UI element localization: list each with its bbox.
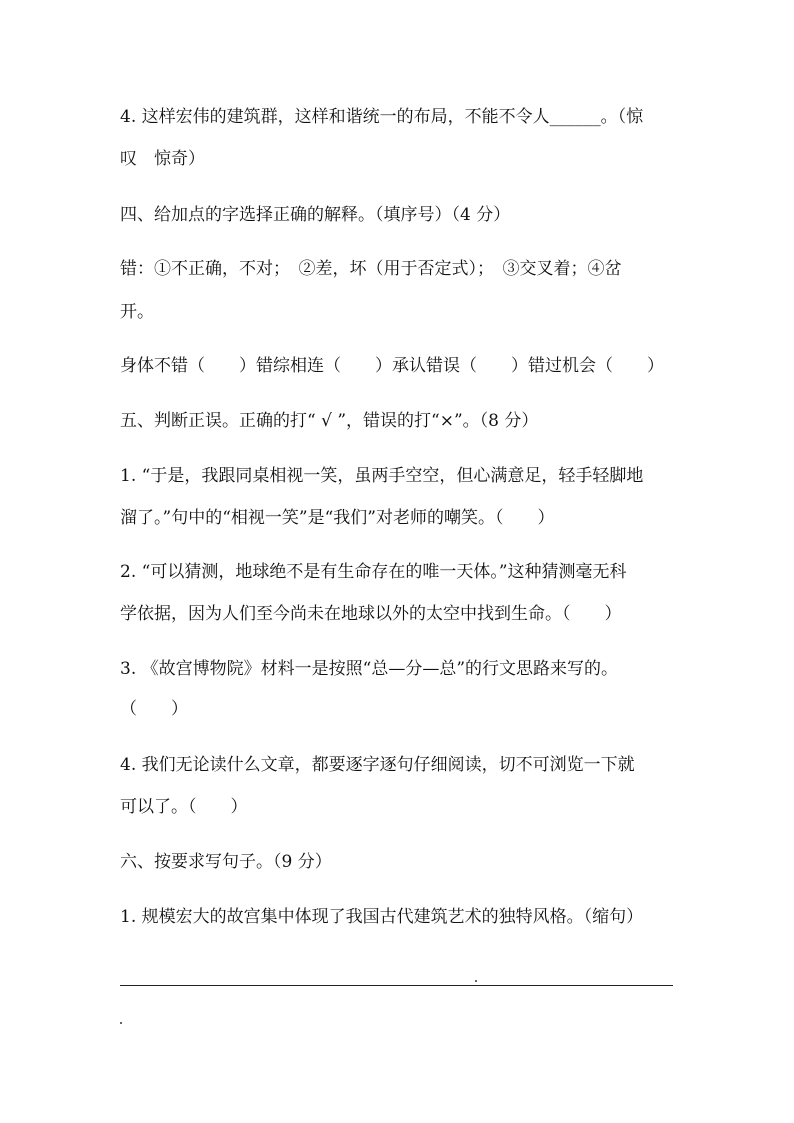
section-four-heading: 四、给加点的字选择正确的解释。（填序号）（4 分） [120, 205, 511, 225]
rewrite-item1: 1. 规模宏大的故宫集中体现了我国古代建筑艺术的独特风格。（缩句） [120, 907, 644, 927]
definitions-line1: 错：①不正确，不对； ②差，坏（用于否定式）； ③交叉着；④岔 [120, 259, 622, 279]
judge-item1-line2: 溜了。”句中的“相视一笑”是“我们”对老师的嘲笑。（ ） [120, 508, 555, 528]
stray-mark [120, 1022, 122, 1024]
stray-mark [475, 980, 477, 982]
line-q4-part2: 叹 惊奇） [120, 149, 205, 169]
answer-line [120, 985, 673, 986]
section-five-heading: 五、判断正误。正确的打“ √ ”，错误的打“×”。（8 分） [120, 411, 539, 431]
line-q4-part1: 4. 这样宏伟的建筑群，这样和谐统一的布局，不能不令人______。（惊 [120, 107, 644, 127]
word-choices-line: 身体不错（ ）错综相连（ ）承认错误（ ）错过机会（ ） [120, 356, 664, 376]
judge-item3-line1: 3. 《故宫博物院》材料一是按照“总—分—总”的行文思路来写的。 [120, 659, 619, 679]
judge-item2-line1: 2. “可以猜测，地球绝不是有生命存在的唯一天体。”这种猜测毫无科 [120, 562, 627, 582]
judge-item1-line1: 1. “于是，我跟同桌相视一笑，虽两手空空，但心满意足，轻手轻脚地 [120, 466, 644, 486]
definitions-line2: 开。 [120, 302, 154, 322]
judge-item2-line2: 学依据，因为人们至今尚未在地球以外的太空中找到生命。（ ） [120, 604, 622, 624]
judge-item3-line2: （ ） [120, 699, 188, 719]
judge-item4-line2: 可以了。（ ） [120, 797, 248, 817]
section-six-heading: 六、按要求写句子。（9 分） [120, 852, 332, 872]
judge-item4-line1: 4. 我们无论读什么文章，都要逐字逐句仔细阅读，切不可浏览一下就 [120, 755, 635, 775]
